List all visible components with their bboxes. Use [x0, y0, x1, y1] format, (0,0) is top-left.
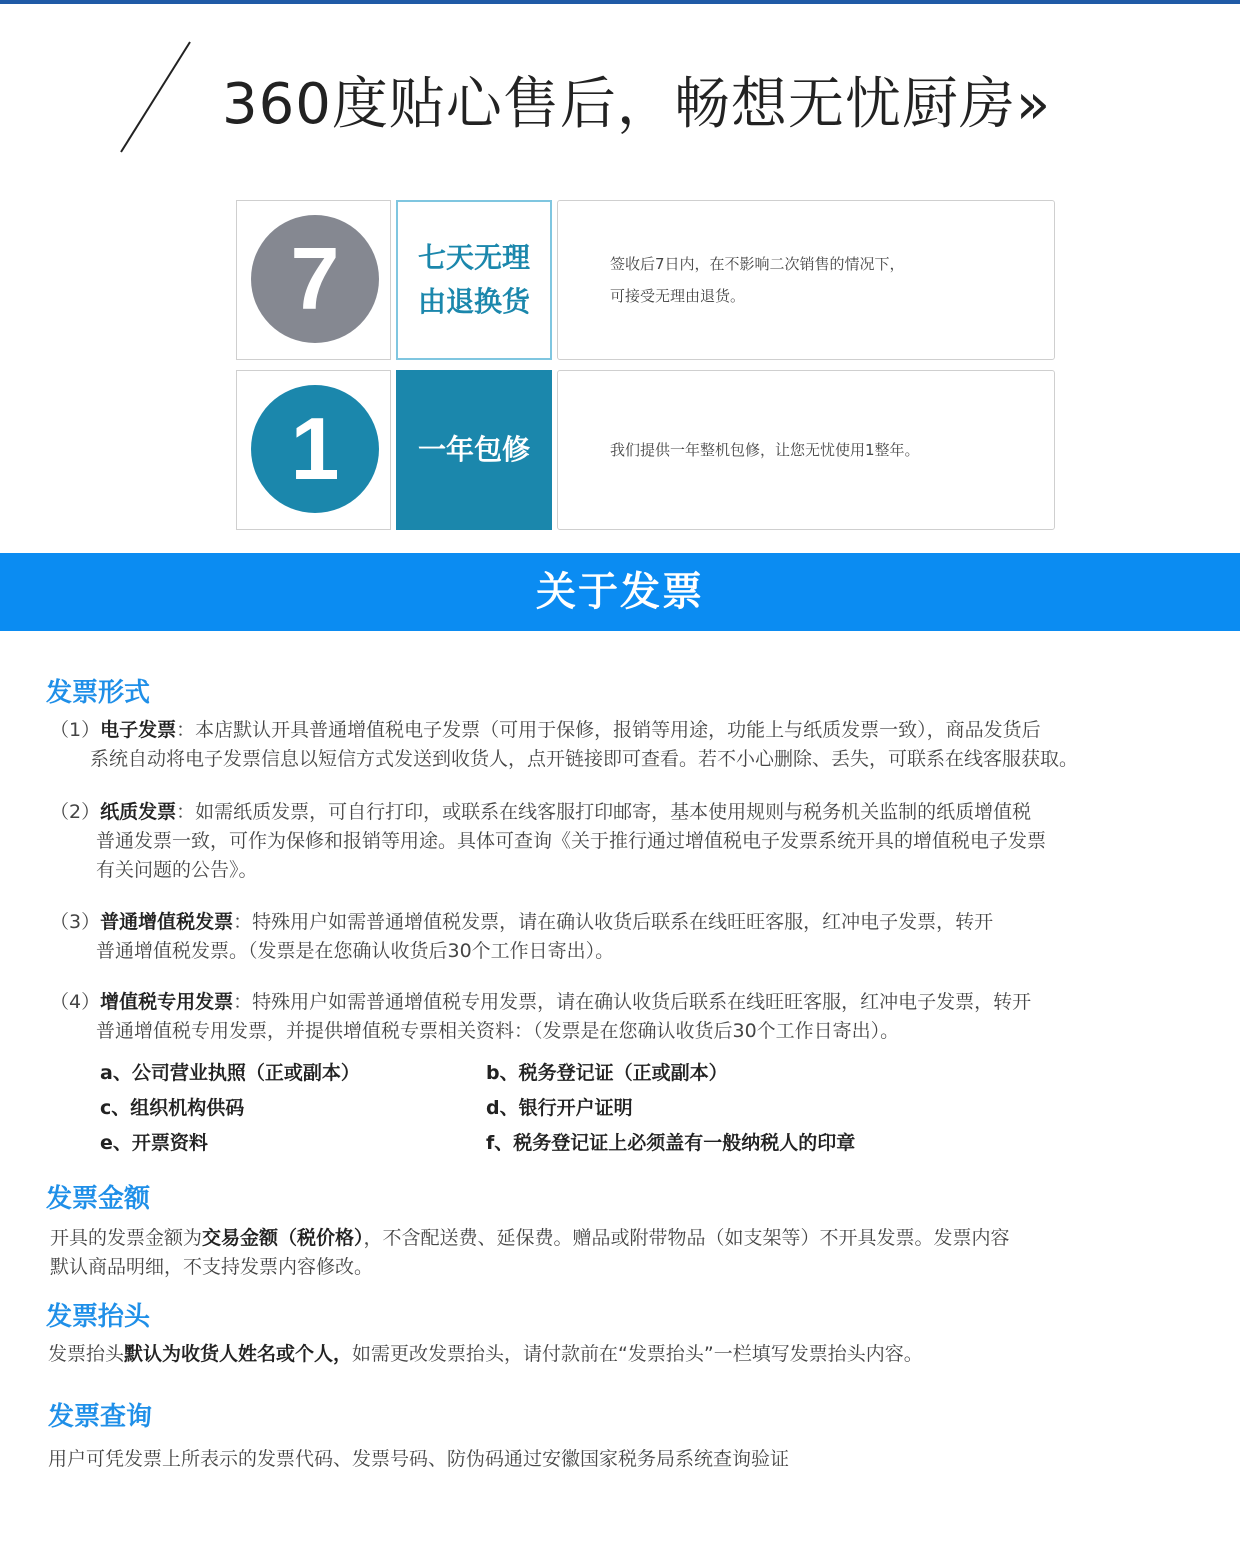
item-text: ：本店默认开具普通增值税电子发票（可用于保修，报销等用途，功能上与纸质发票一致），商品发货后: [176, 719, 1041, 741]
page-title: 360度贴心售后，畅想无忧厨房»: [222, 72, 1052, 137]
amount-bold: 交易金额（税价格）: [202, 1227, 364, 1249]
heading-invoice-title: 发票抬头: [46, 1302, 151, 1332]
service-row-return: [236, 200, 1056, 360]
number-badge: 7: [251, 215, 379, 343]
title-text: 发票抬头: [48, 1343, 125, 1365]
invoice-item-1: [50, 716, 1230, 774]
service-label: 一年包修: [417, 433, 530, 466]
item-text: 普通增值税发票。（发票是在您确认收货后30个工作日寄出）。: [96, 940, 615, 962]
item-term: 电子发票: [100, 719, 177, 741]
item-number: （3）: [50, 911, 101, 933]
document-item: e、开票资料: [100, 1132, 208, 1154]
title-text: 如需更改发票抬头，请付款前在“发票抬头”一栏填写发票抬头内容。: [352, 1343, 923, 1365]
item-term: 普通增值税发票: [100, 911, 234, 933]
service-number-box: [236, 200, 391, 360]
service-row-warranty: [236, 370, 1056, 530]
item-number: （1）: [50, 719, 101, 741]
invoice-item-4: [50, 988, 1230, 1046]
document-item: c、组织机构供码: [100, 1097, 245, 1119]
banner-title: 关于发票: [536, 569, 704, 615]
amount-text: 默认商品明细，不支持发票内容修改。: [50, 1256, 374, 1278]
heading-invoice-form: 发票形式: [46, 678, 151, 708]
item-text: ：如需纸质发票，可自行打印，或联系在线客服打印邮寄，基本使用规则与税务机关监制的纸质增值税: [176, 801, 1032, 823]
item-text: 有关问题的公告》。: [96, 859, 258, 881]
item-text: 普通增值税专用发票，并提供增值税专票相关资料：（发票是在您确认收货后30个工作日寄出）。: [96, 1020, 900, 1042]
service-desc-box: [557, 200, 1055, 360]
item-term: 增值税专用发票: [100, 991, 234, 1013]
service-number-box: [236, 370, 391, 530]
document-item: b、税务登记证（正或副本）: [486, 1062, 728, 1084]
service-desc-box: [557, 370, 1055, 530]
number-badge: 1: [251, 385, 379, 513]
heading-invoice-amount: 发票金额: [46, 1184, 151, 1214]
document-item: d、银行开户证明: [486, 1097, 633, 1119]
item-term: 纸质发票: [100, 801, 177, 823]
invoice-item-3: [50, 908, 1230, 966]
top-rule: [0, 0, 1240, 4]
item-text: 普通发票一致，可作为保修和报销等用途。具体可查询《关于推行通过增值税电子发票系统开具的增值税电子发票: [96, 830, 1047, 852]
amount-text: ，不含配送费、延保费。赠品或附带物品（如支架等）不开具发票。发票内容: [363, 1227, 1010, 1249]
item-number: （4）: [50, 991, 101, 1013]
service-desc-line1: 我们提供一年整机包修，让您无忧使用1整年。: [610, 441, 920, 459]
item-text: ：特殊用户如需普通增值税专用发票，请在确认收货后联系在线旺旺客服，红冲电子发票，转开: [233, 991, 1032, 1013]
service-label-line2: 由退换货: [417, 285, 530, 318]
document-item: f、税务登记证上必须盖有一般纳税人的印章: [486, 1132, 856, 1154]
slash-decoration: [118, 40, 198, 155]
service-desc-line1: 签收后7日内，在不影响二次销售的情况下，: [610, 255, 905, 273]
document-item: a、公司营业执照（正或副本）: [100, 1062, 360, 1084]
required-documents-list: [100, 1058, 1000, 1163]
service-label-line1: 七天无理: [417, 241, 530, 274]
item-number: （2）: [50, 801, 101, 823]
item-text: 系统自动将电子发票信息以短信方式发送到收货人，点开链接即可查看。若不小心删除、丢失，可联系在线客服获取。: [90, 748, 1079, 770]
invoice-item-2: [50, 798, 1230, 885]
service-desc-line2: 可接受无理由退货。: [610, 287, 746, 305]
invoice-title-text: [48, 1340, 1218, 1369]
invoice-query-text: 用户可凭发票上所表示的发票代码、发票号码、防伪码通过安徽国家税务局系统查询验证: [48, 1448, 790, 1470]
amount-text: 开具的发票金额为: [50, 1227, 203, 1249]
service-label-box: [396, 370, 552, 530]
service-label-box: [396, 200, 552, 360]
heading-invoice-query: 发票查询: [48, 1402, 153, 1432]
title-bold: 默认为收货人姓名或个人，: [124, 1343, 353, 1365]
item-text: ：特殊用户如需普通增值税发票，请在确认收货后联系在线旺旺客服，红冲电子发票，转开: [233, 911, 994, 933]
section-banner: [0, 553, 1240, 631]
invoice-amount-text: [50, 1224, 1220, 1282]
